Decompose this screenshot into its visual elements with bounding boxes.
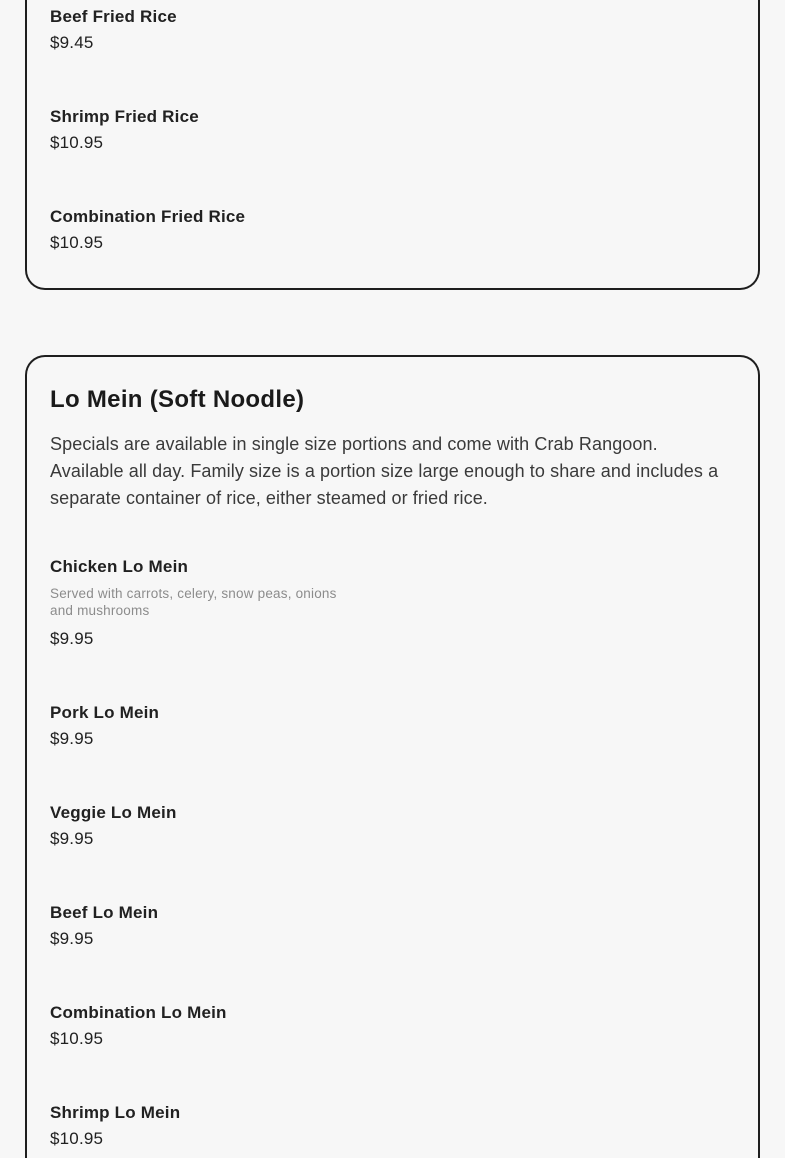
menu-item [50, 205, 735, 255]
item-price: $9.95 [50, 929, 94, 948]
item-price: $9.95 [50, 829, 94, 848]
frame-edge-top [45, 355, 740, 357]
menu-item [50, 105, 735, 155]
item-name: Beef Fried Rice [50, 7, 177, 26]
item-price: $10.95 [50, 1029, 104, 1048]
item-price: $9.45 [50, 33, 94, 52]
frame-edge-right [758, 375, 760, 1158]
item-name: Combination Lo Mein [50, 1003, 227, 1022]
menu-item [50, 901, 735, 951]
section-title: Lo Mein (Soft Noodle) [50, 386, 305, 413]
menu-item [50, 1001, 735, 1051]
item-name: Shrimp Fried Rice [50, 107, 199, 126]
menu-section-lo-mein [25, 355, 760, 1158]
menu-item [50, 701, 735, 751]
menu-item [50, 5, 735, 55]
section-description: Specials are available in single size portions and come with Crab Rangoon. Available all day. Family size is a portion size large enough to share and includes a separate container of rice, either steamed or fried rice. [50, 434, 719, 508]
frame-edge-left [25, 375, 27, 1158]
item-name: Combination Fried Rice [50, 207, 246, 226]
frame-edge-left [25, 0, 27, 270]
item-price: $10.95 [50, 133, 104, 152]
menu-item [50, 801, 735, 851]
menu-item [50, 1101, 735, 1151]
menu-item [50, 555, 735, 651]
frame-corner-top-left [25, 355, 45, 375]
frame-edge-right [758, 0, 760, 270]
menu-section-fried-rice [25, 0, 760, 290]
item-name: Veggie Lo Mein [50, 803, 177, 822]
frame-corner-bottom-left [25, 270, 45, 290]
item-price: $10.95 [50, 1129, 104, 1148]
item-name: Chicken Lo Mein [50, 557, 189, 576]
item-price: $9.95 [50, 729, 94, 748]
frame-corner-bottom-right [740, 270, 760, 290]
frame-corner-top-right [740, 355, 760, 375]
frame-edge-bottom [45, 288, 740, 290]
item-description: Served with carrots, celery, snow peas, onions and mushrooms [50, 586, 337, 618]
item-name: Shrimp Lo Mein [50, 1103, 181, 1122]
item-price: $9.95 [50, 629, 94, 648]
item-price: $10.95 [50, 233, 104, 252]
item-name: Pork Lo Mein [50, 703, 160, 722]
item-name: Beef Lo Mein [50, 903, 159, 922]
